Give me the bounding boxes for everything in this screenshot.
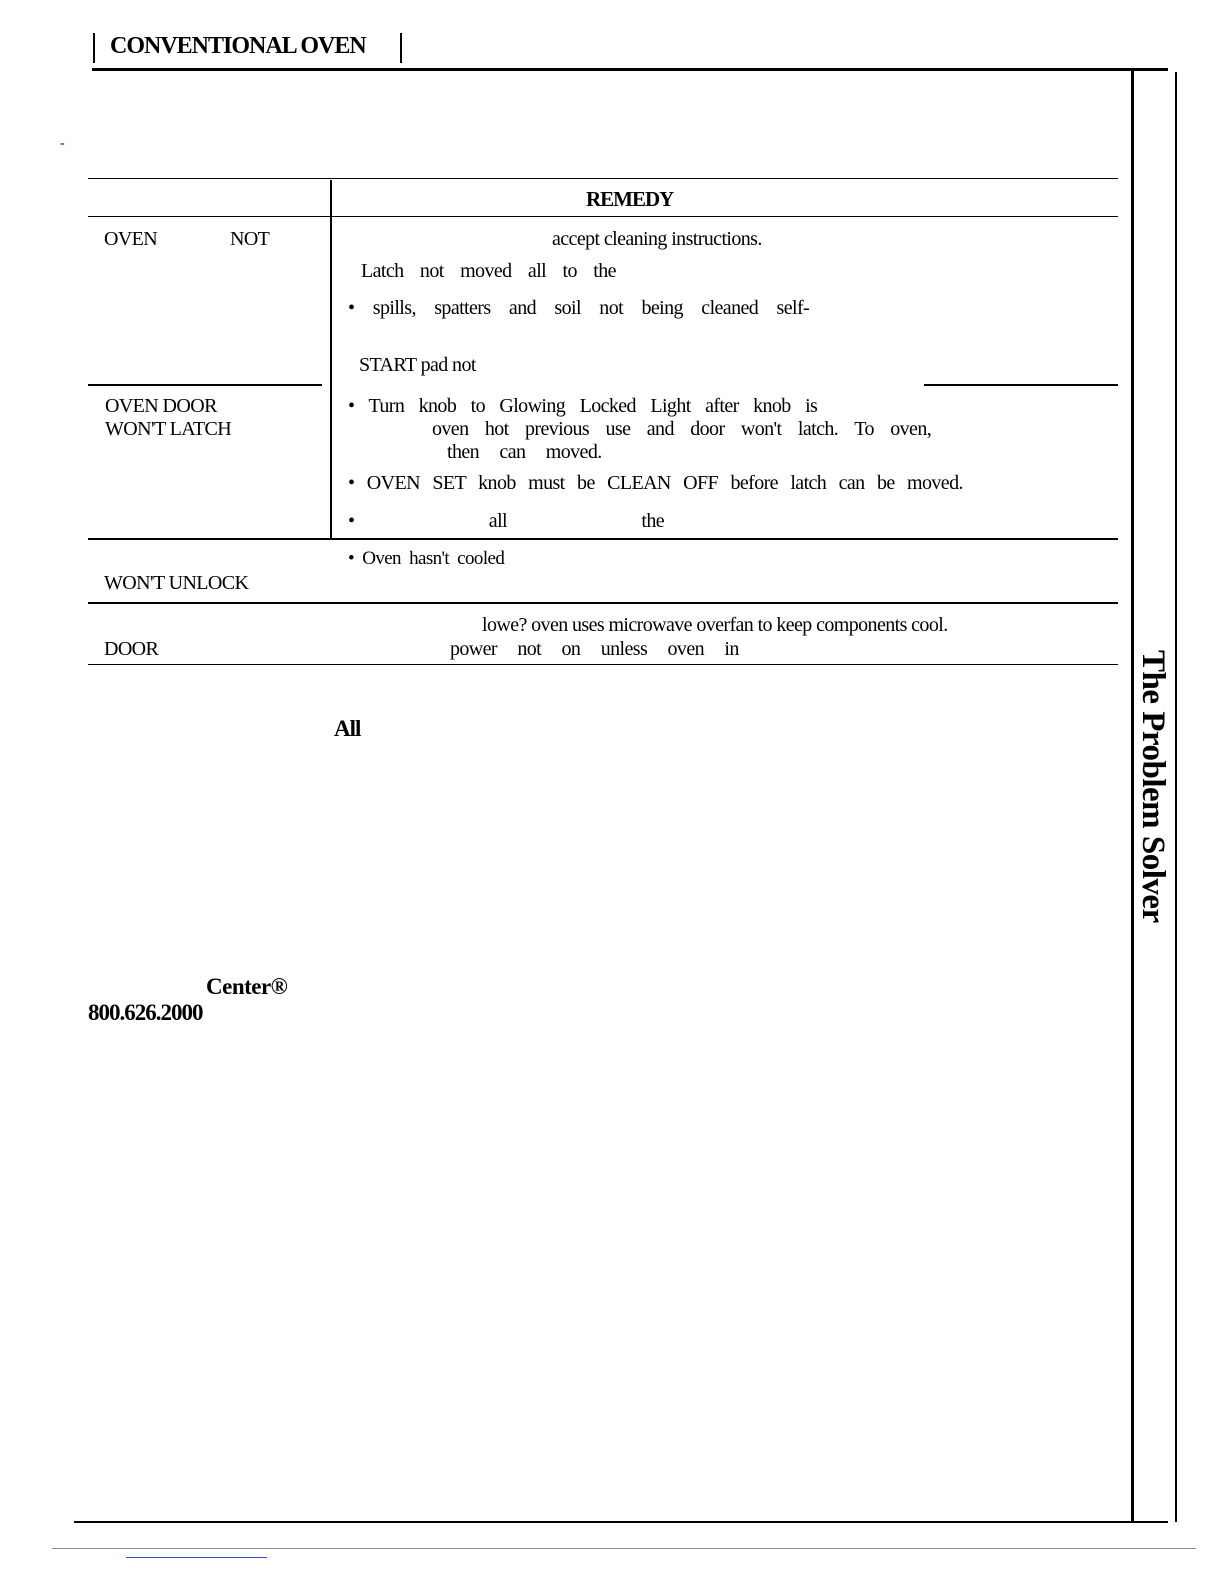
row4-remedy-line2: power not on unless oven in	[450, 638, 739, 660]
row2-remedy-line1: • Turn knob to Glowing Locked Light after knob is	[348, 395, 818, 417]
row4-remedy-line1: lowe? oven uses microwave overfan to keep components cool.	[482, 614, 948, 636]
page-bottom-rule	[74, 1521, 1168, 1523]
page-base-rule	[52, 1548, 1196, 1549]
row3-remedy-line1: • Oven hasn't cooled	[348, 548, 505, 569]
row1-right-rule	[924, 384, 1118, 386]
header-bottom-rule	[88, 216, 1118, 217]
header-rule	[92, 68, 1168, 71]
header-left-bar	[93, 33, 95, 63]
header-right-bar	[400, 33, 402, 63]
side-tab	[1098, 650, 1208, 950]
row2-remedy-line5: • all the	[348, 510, 665, 532]
row3-problem: WON'T UNLOCK	[104, 572, 249, 594]
row2-remedy-line4: • OVEN SET knob must be CLEAN OFF before latch can be moved.	[348, 472, 963, 494]
blue-link-underline	[126, 1557, 267, 1558]
row1-remedy-line4: START pad not	[359, 354, 476, 376]
section-title: CONVENTIONAL OVEN	[110, 33, 366, 59]
table-top-rule	[88, 178, 1118, 179]
phone-number: 800.626.2000	[88, 1000, 203, 1025]
answer-center-label: Center®	[206, 974, 288, 999]
row1-left-rule	[88, 384, 322, 386]
row1-remedy-line3: • spills, spatters and soil not being cleaned self-	[348, 297, 810, 319]
remedy-header: REMEDY	[586, 187, 674, 211]
all-text: All	[334, 716, 361, 741]
table-column-divider	[330, 180, 332, 538]
row1-remedy-line2: Latch not moved all to the	[361, 260, 616, 282]
dash-mark: -	[60, 136, 65, 151]
row1-problem-word1: OVEN	[104, 228, 158, 250]
row4-problem: DOOR	[104, 638, 159, 660]
row2-problem-line1: OVEN DOOR	[105, 395, 217, 417]
row2-problem-line2: WON'T LATCH	[105, 418, 232, 440]
row2-bottom-rule	[88, 538, 1118, 540]
row1-problem-word2: NOT	[230, 228, 270, 250]
row1-remedy-line1: accept cleaning instructions.	[552, 228, 762, 250]
table-bottom-rule	[88, 664, 1118, 665]
row3-bottom-rule	[88, 602, 1118, 604]
row2-remedy-line2: oven hot previous use and door won't latch. To oven,	[432, 418, 932, 440]
side-tab-title: The Problem Solver	[1135, 650, 1171, 923]
row2-remedy-line3: then can moved.	[447, 441, 602, 463]
